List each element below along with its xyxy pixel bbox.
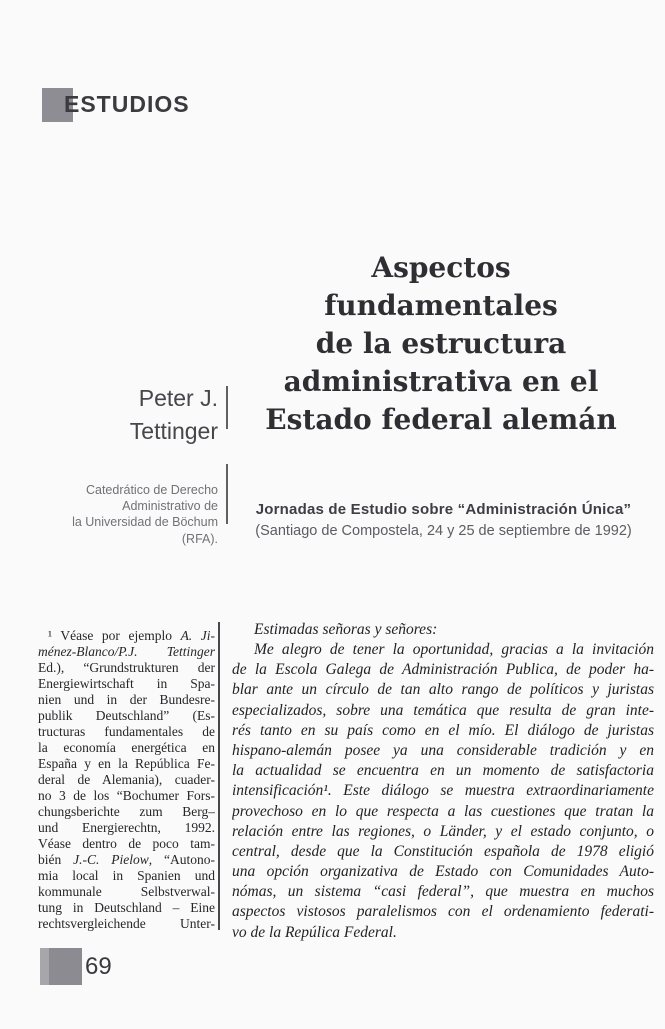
- text-line: de la estructura: [315, 327, 567, 360]
- footer-square-icon: [40, 948, 82, 985]
- text-line: vo de la Repúlica Federal.: [232, 923, 397, 941]
- text-line: aspectos vistosos paralelismos con el ordenamiento federati-: [232, 903, 654, 921]
- text-line: nómas, un sistema “casi federal”, que muestra en muchos: [232, 883, 654, 901]
- text-line: tung in Deutschland – Eine: [38, 900, 215, 915]
- text-line: una opción organizativa de Estado con Comunidades Auto-: [232, 863, 654, 881]
- text-line: tructuras fundamentales de: [38, 724, 215, 739]
- text-line: Aspectos: [371, 251, 511, 284]
- text-line: central, desde que la Constitución española de 1978 eligió: [232, 842, 654, 860]
- text-line: especializados, sobre una temática que resulta de gran inte-: [232, 701, 654, 719]
- text-line: Tettinger: [129, 418, 218, 444]
- text-line: Administrativo de: [122, 499, 218, 514]
- article-title: [228, 249, 654, 439]
- text-line: kommunale Selbstverwal-: [38, 884, 215, 899]
- text-line: España y en la República Fe-: [38, 756, 215, 771]
- text-line: Véase dentro de poco tam-: [38, 836, 215, 851]
- text-line: Energiewirtschaft in Spa-: [38, 676, 215, 691]
- text-line: la economía energética en: [38, 740, 215, 755]
- text-line: rés tanto en su país como en el mío. El diálogo de juristas: [232, 721, 654, 739]
- event-heading: [230, 501, 657, 539]
- text-line: relación entre las regiones, o Länder, y el estado conjunto, o: [232, 822, 654, 840]
- article-body: [232, 619, 654, 943]
- text-line: bién J.-C. Pielow, “Autono-: [38, 852, 215, 867]
- text-line: de la Escola Galega de Administración Publica, de poder ha-: [232, 661, 654, 679]
- text-line: ménez-Blanco/P.J. Tettinger: [38, 644, 215, 659]
- section-header-label: ESTUDIOS: [64, 91, 190, 117]
- divider-author-title: [226, 386, 228, 429]
- text-line: Peter J.: [138, 385, 218, 411]
- text-line: nien und in der Bundesre-: [38, 692, 215, 707]
- text-line: blar ante un círculo de tan alto rango de políticos y juristas: [232, 681, 654, 699]
- text-line: fundamentales: [324, 289, 558, 322]
- salutation-line: Estimadas señoras y señores:: [254, 621, 438, 638]
- author-name: [20, 382, 218, 448]
- event-subtitle: (Santiago de Compostela, 24 y 25 de septiembre de 1992): [255, 523, 632, 539]
- divider-affiliation-event: [226, 464, 228, 524]
- text-line: Estado federal alemán: [265, 403, 617, 436]
- text-line: hispano-alemán posee ya una considerable tradición y en: [232, 741, 654, 759]
- text-line: intensificación¹. Este diálogo se muestra extraordinariamente: [232, 782, 654, 800]
- author-affiliation: [18, 482, 218, 547]
- text-line: (RFA).: [181, 531, 218, 546]
- text-line: publik Deutschland” (Es-: [38, 708, 215, 723]
- footnote-column: [38, 628, 215, 932]
- text-line: ¹ Véase por ejemplo A. Ji-: [48, 628, 215, 643]
- text-line: deral de Alemania), cuader-: [38, 772, 215, 787]
- text-line: und Energierechtn, 1992.: [38, 820, 215, 835]
- text-line: la Universidad de Böchum: [72, 515, 218, 530]
- text-line: no 3 de los “Bochumer Fors-: [38, 788, 215, 803]
- text-line: Ed.), “Grundstrukturen der: [38, 660, 215, 675]
- column-divider: [218, 622, 220, 930]
- text-line: rechtsvergleichende Unter-: [38, 916, 215, 931]
- text-line: Me alegro de tener la oportunidad, gracias a la invitación: [254, 641, 654, 658]
- text-line: mia local in Spanien und: [38, 868, 215, 883]
- event-title: Jornadas de Estudio sobre “Administración Única”: [255, 501, 632, 518]
- text-line: provechoso en lo que respecta a las cuestiones que tratan la: [232, 802, 654, 820]
- body-paragraph: [232, 640, 654, 943]
- page-number: 69: [85, 953, 112, 980]
- text-line: Catedrático de Derecho: [85, 483, 218, 497]
- text-line: administrativa en el: [283, 365, 599, 398]
- text-line: chungsberichte zum Berg–: [38, 804, 215, 819]
- text-line: la actualidad se encuentra en un momento de satisfactoria: [232, 762, 654, 780]
